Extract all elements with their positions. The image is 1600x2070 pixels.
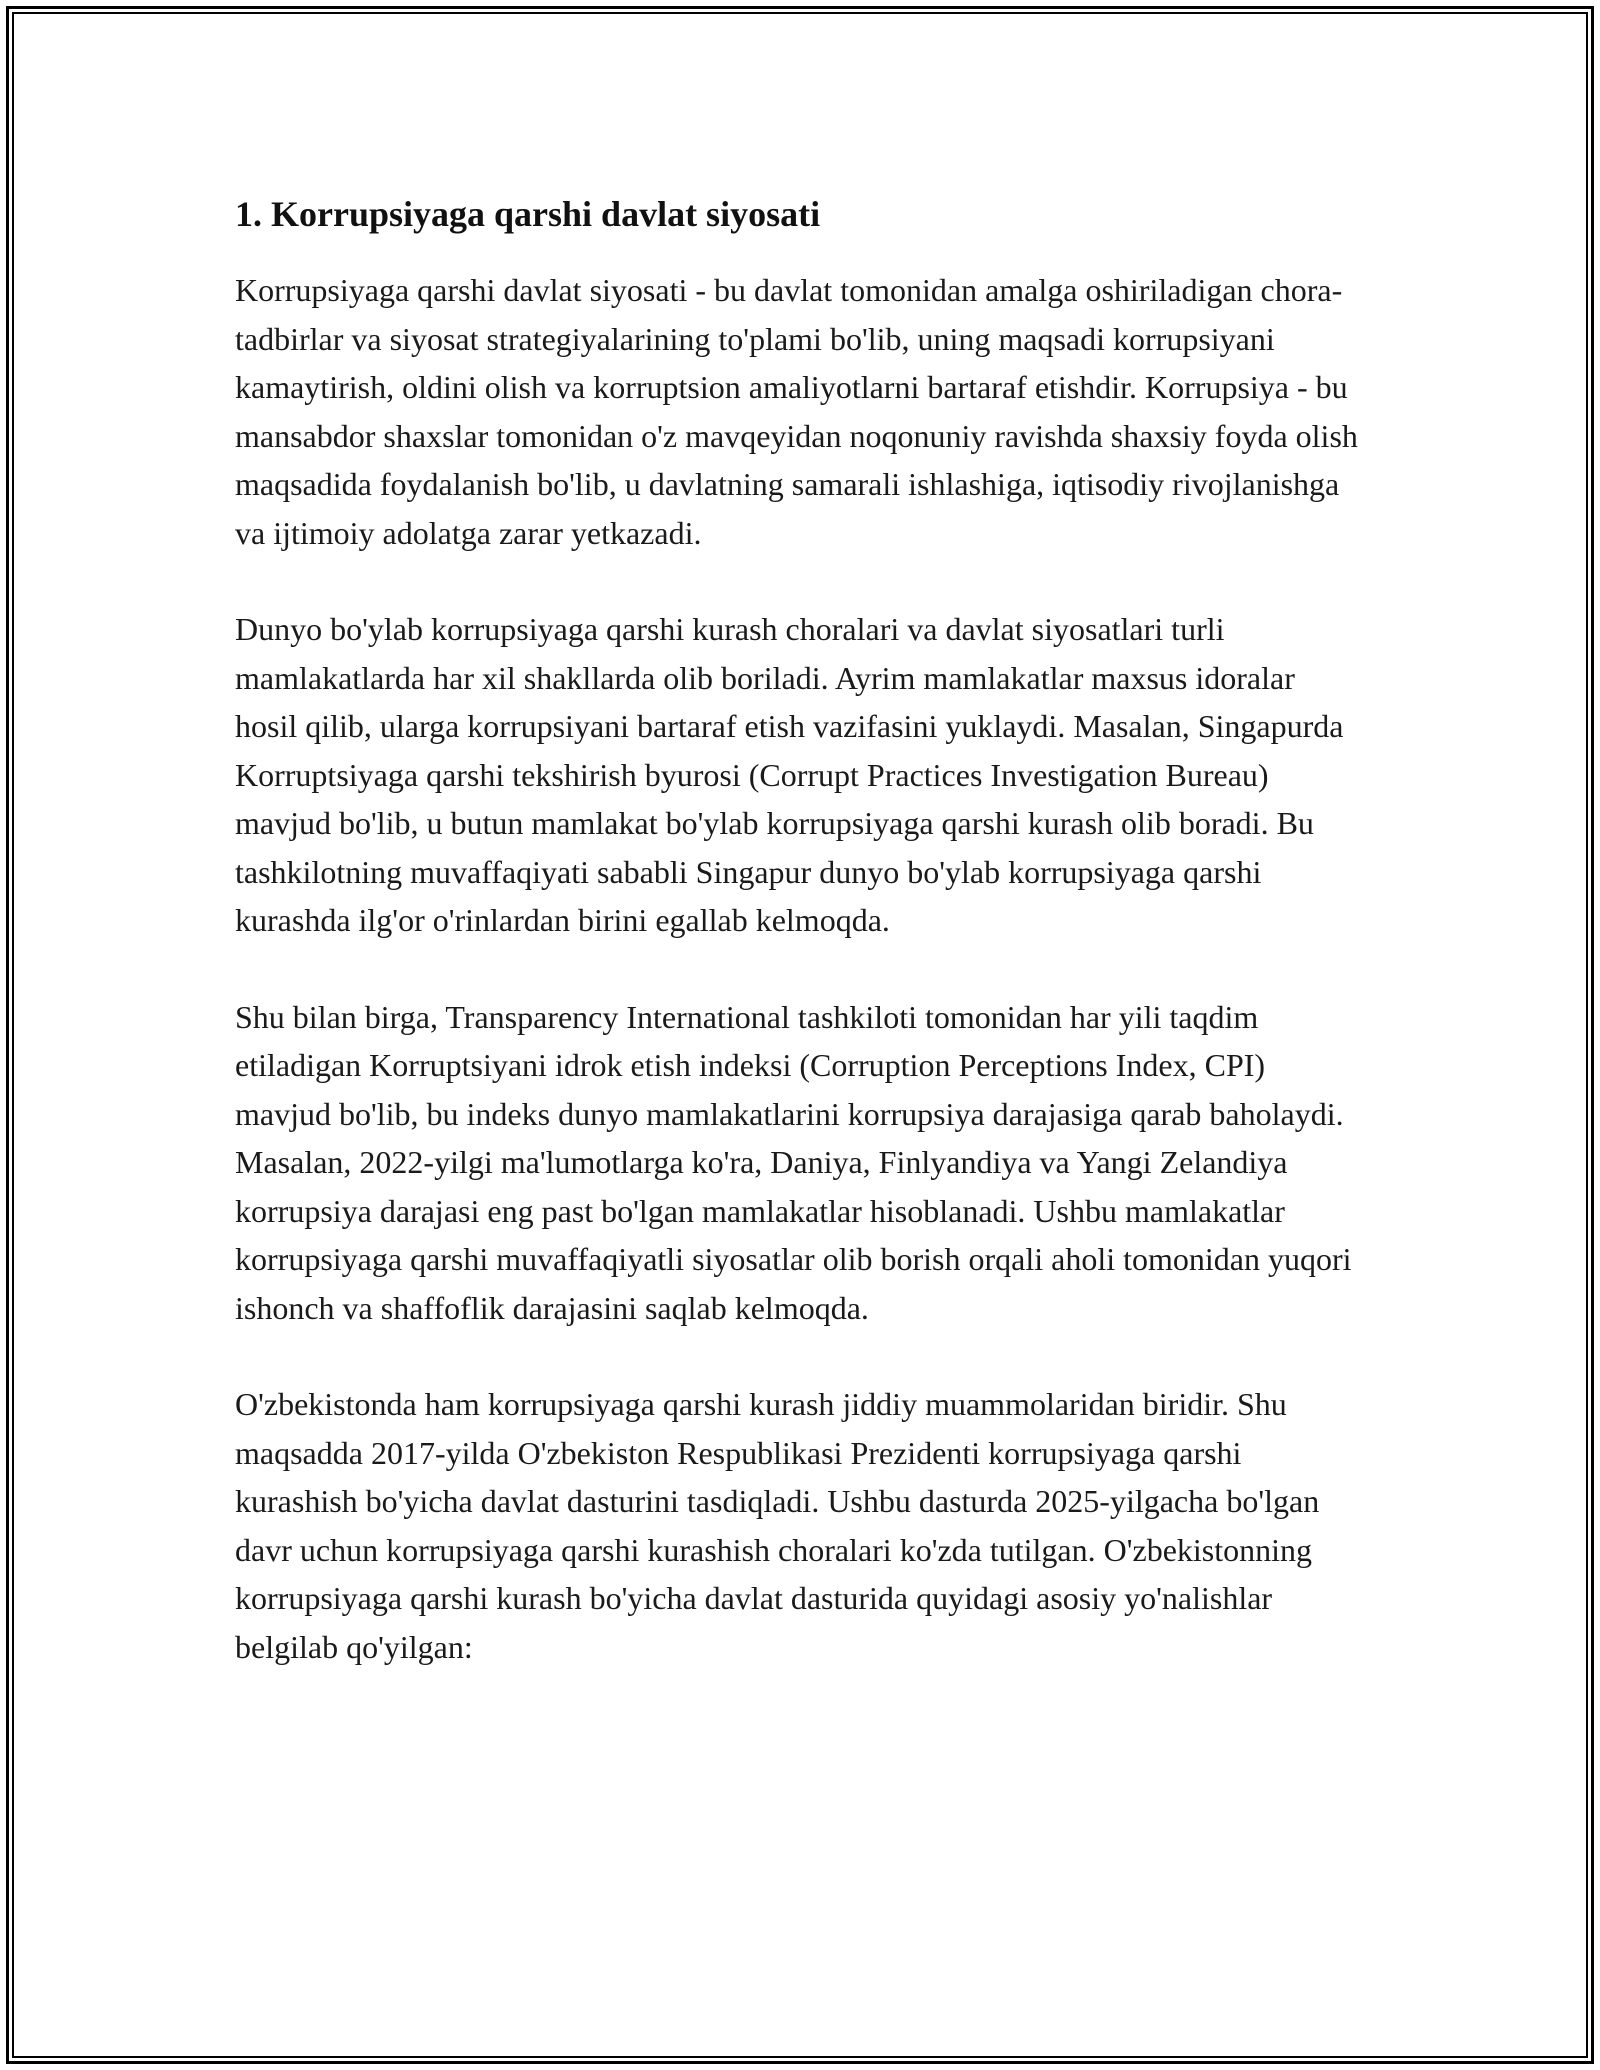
section-heading: 1. Korrupsiyaga qarshi davlat siyosati [235, 194, 821, 234]
document-body [235, 188, 1365, 1719]
paragraph-2: Dunyo bo'ylab korrupsiyaga qarshi kurash choralari va davlat siyosatlari turli mamlakatlarda har xil shakllarda olib boriladi. Ayrim mamlakatlar maxsus idoralar hosil qilib, ularga korrupsiyani bartaraf etish vazifasini yuklaydi. Masalan, Singapurda Korruptsiyaga qarshi tekshirish byurosi (Corrupt Practices Investigation Bureau) mavjud bo'lib, u butun mamlakat bo'ylab korrupsiyaga qarshi kurash olib boradi. Bu tashkilotning muvaffaqiyati sababli Singapur dunyo bo'ylab korrupsiyaga qarshi kurashda ilg'or o'rinlardan birini egallab kelmoqda. [235, 611, 1344, 938]
paragraph-4: O'zbekistonda ham korrupsiyaga qarshi kurash jiddiy muammolaridan biridir. Shu maqsadda 2017-yilda O'zbekiston Respublikasi Prezidenti korrupsiyaga qarshi kurashish bo'yicha davlat dasturini tasdiqladi. Ushbu dasturda 2025-yilgacha bo'lgan davr uchun korrupsiyaga qarshi kurashish choralari ko'zda tutilgan. O'zbekistonning korrupsiyaga qarshi kurash bo'yicha davlat dasturida quyidagi asosiy yo'nalishlar belgilab qo'yilgan: [235, 1386, 1320, 1665]
paragraph-1: Korrupsiyaga qarshi davlat siyosati - bu davlat tomonidan amalga oshiriladigan chora-tadbirlar va siyosat strategiyalarining to'plami bo'lib, uning maqsadi korrupsiyani kamaytirish, oldini olish va korruptsion amaliyotlarni bartaraf etishdir. Korrupsiya - bu mansabdor shaxslar tomonidan o'z mavqeyidan noqonuniy ravishda shaxsiy foyda olish maqsadida foydalanish bo'lib, u davlatning samarali ishlashiga, iqtisodiy rivojlanishga va ijtimoiy adolatga zarar yetkazadi. [235, 272, 1358, 551]
paragraph-3: Shu bilan birga, Transparency International tashkiloti tomonidan har yili taqdim etiladigan Korruptsiyani idrok etish indeksi (Corruption Perceptions Index, CPI) mavjud bo'lib, bu indeks dunyo mamlakatlarini korrupsiya darajasiga qarab baholaydi. Masalan, 2022-yilgi ma'lumotlarga ko'ra, Daniya, Finlyandiya va Yangi Zelandiya korrupsiya darajasi eng past bo'lgan mamlakatlar hisoblanadi. Ushbu mamlakatlar korrupsiyaga qarshi muvaffaqiyatli siyosatlar olib borish orqali aholi tomonidan yuqori ishonch va shaffoflik darajasini saqlab kelmoqda. [235, 998, 1352, 1326]
